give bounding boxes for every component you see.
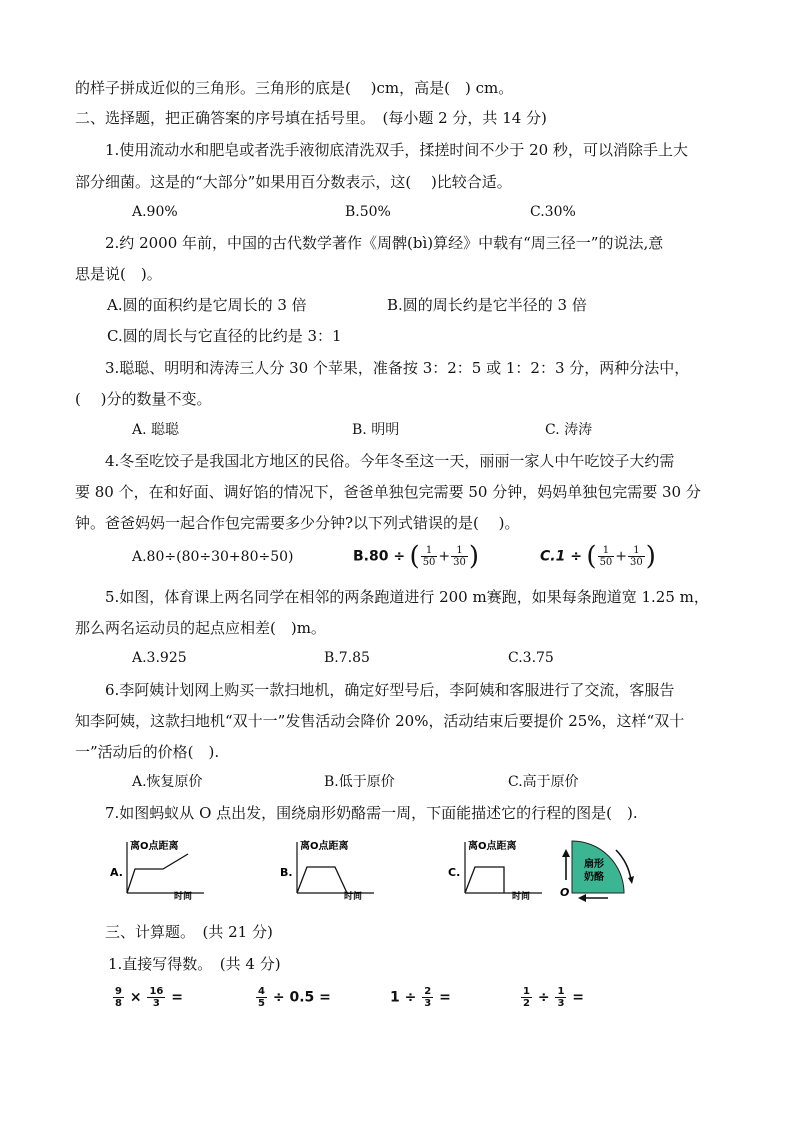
arc-arrowhead <box>628 876 634 884</box>
times-sign: × <box>129 989 142 1006</box>
fraction: $\frac{1}{30}$ <box>453 545 466 568</box>
q3-option-b[interactable]: B. 明明 <box>352 422 400 438</box>
q4-option-b-prefix: B.80 ÷ <box>353 548 406 565</box>
calc-expr-3 <box>390 986 451 1009</box>
fraction: $\frac{1}{50}$ <box>422 545 436 568</box>
q5-option-a[interactable]: A.3.925 <box>132 650 187 666</box>
section-2-header: 二、选择题，把正确答案的序号填在括号里。 (每小题 2 分，共 14 分) <box>75 109 547 127</box>
q1-option-c[interactable]: C.30% <box>530 204 576 220</box>
q2-option-a[interactable]: A.圆的面积约是它周长的 3 倍 <box>107 296 307 314</box>
equals-sign: = <box>439 989 451 1006</box>
q1-text-line1: 1.使用流动水和肥皂或者洗手液彻底清洗双手，揉搓时间不少于 20 秒，可以消除手上大 <box>105 141 688 159</box>
q4-text-line1: 4.冬至吃饺子是我国北方地区的民俗。今年冬至这一天，丽丽一家人中午吃饺子大约需 <box>105 452 675 470</box>
fraction: $\frac{1}{30}$ <box>630 545 643 568</box>
q4-option-c[interactable] <box>540 541 656 572</box>
fraction: $\frac{1}{2}$ <box>523 986 530 1009</box>
q4-text-line3: 钟。爸爸妈妈一起合作包完需要多少分钟?以下列式错误的是( )。 <box>75 514 520 532</box>
plus-sign: + <box>615 548 628 565</box>
q5-text-line1: 5.如图，体育课上两名同学在相邻的两条跑道进行 200 m赛跑，如果每条跑道宽 1.25 m， <box>105 588 709 606</box>
q7-graph-b[interactable] <box>278 836 378 900</box>
q7-text: 7.如图蚂蚁从 O 点出发，围绕扇形奶酪需一周，下面能描述它的行程的图是( ). <box>105 804 638 822</box>
fraction: $\frac{1}{3}$ <box>557 986 565 1009</box>
q4-option-b[interactable] <box>353 541 480 572</box>
q5-option-b[interactable]: B.7.85 <box>324 650 370 666</box>
divide-sign: ÷ <box>537 989 550 1006</box>
section-3-q1: 1.直接写得数。 (共 4 分) <box>108 955 281 973</box>
q1-option-b[interactable]: B.50% <box>345 204 391 220</box>
graph-option-label: C. <box>448 866 461 879</box>
up-arrowhead <box>562 849 570 857</box>
fill-blank-line: 的样子拼成近似的三角形。三角形的底是( )cm，高是( ) cm。 <box>75 79 514 97</box>
q4-option-a[interactable]: A.80÷(80÷30+80÷50) <box>132 549 294 565</box>
q6-option-c[interactable]: C.高于原价 <box>508 774 579 790</box>
q6-option-a[interactable]: A.恢复原价 <box>132 774 203 790</box>
right-paren: ) <box>468 541 480 572</box>
cheese-label-line2: 奶酪 <box>584 872 604 883</box>
q7-graph-a[interactable] <box>108 836 208 900</box>
q3-option-a[interactable]: A. 聪聪 <box>132 422 180 438</box>
calc-expr-1 <box>112 986 183 1009</box>
fraction: $\frac{1}{50}$ <box>599 545 613 568</box>
cheese-sector-figure <box>558 834 640 902</box>
x-axis-label: 时间 <box>344 892 363 900</box>
right-paren: ) <box>645 541 656 572</box>
q7-graph-c[interactable] <box>446 836 546 900</box>
cheese-label-line1: 扇形 <box>584 859 604 870</box>
fraction: $\frac{16}{3}$ <box>149 986 164 1009</box>
left-arrowhead <box>578 894 586 902</box>
fraction: $\frac{2}{3}$ <box>424 986 432 1009</box>
q4-option-c-prefix: C.1 ÷ <box>540 548 582 565</box>
q4-text-line2: 要 80 个，在和好面、调好馅的情况下，爸爸单独包完需要 50 分钟，妈妈单独包完需要 30 分 <box>75 483 701 501</box>
q6-text-line3: 一”活动后的价格( ). <box>75 743 220 761</box>
calc-expr-4 <box>520 986 584 1009</box>
expr-remainder: ÷ 0.5 = <box>272 989 331 1006</box>
equals-sign: = <box>171 989 183 1006</box>
fraction: $\frac{4}{5}$ <box>258 986 265 1009</box>
q3-option-c[interactable]: C. 涛涛 <box>545 422 593 438</box>
q6-text-line2: 知李阿姨，这款扫地机“双十一”发售活动会降价 20%，活动结束后要提价 25%，这样“双十 <box>75 712 685 730</box>
distance-curve <box>127 854 188 893</box>
q5-text-line2: 那么两名运动员的起点应相差( )m。 <box>75 619 326 637</box>
equals-sign: = <box>572 989 585 1006</box>
left-paren: ( <box>586 541 597 572</box>
origin-label: O <box>560 886 570 899</box>
graph-option-label: A. <box>110 866 123 879</box>
distance-curve <box>465 867 504 893</box>
q3-text-line2: ( )分的数量不变。 <box>75 390 212 408</box>
calc-expr-2 <box>255 986 331 1009</box>
y-axis-label: 离O点距离 <box>130 841 179 852</box>
x-axis-label: 时间 <box>174 892 193 900</box>
q3-text-line1: 3.聪聪、明明和涛涛三人分 30 个苹果，准备按 3：2：5 或 1：2：3 分，两种分法中， <box>105 359 690 377</box>
plus-sign: + <box>438 548 451 565</box>
section-3-header: 三、计算题。 (共 21 分) <box>105 923 273 941</box>
q6-text-line1: 6.李阿姨计划网上购买一款扫地机，确定好型号后，李阿姨和客服进行了交流，客服告 <box>105 681 675 699</box>
q5-option-c[interactable]: C.3.75 <box>508 650 554 666</box>
q1-text-line2: 部分细菌。这是的“大部分”如果用百分数表示，这( )比较合适。 <box>75 173 512 191</box>
y-axis-label: 离O点距离 <box>300 841 349 852</box>
q6-option-b[interactable]: B.低于原价 <box>324 774 395 790</box>
q2-option-c[interactable]: C.圆的周长与它直径的比约是 3：1 <box>107 327 342 345</box>
x-axis-label: 时间 <box>512 892 531 900</box>
distance-curve <box>297 867 347 893</box>
q2-option-b[interactable]: B.圆的周长约是它半径的 3 倍 <box>387 296 587 314</box>
graph-option-label: B. <box>280 866 293 879</box>
q2-text-line1: 2.约 2000 年前，中国的古代数学著作《周髀(bì)算经》中载有“周三径一”的说法,意 <box>105 234 664 252</box>
fraction: $\frac{9}{8}$ <box>115 986 122 1009</box>
left-paren: ( <box>409 541 420 572</box>
q1-option-a[interactable]: A.90% <box>132 204 178 220</box>
expr-prefix: 1 ÷ <box>390 989 417 1006</box>
q2-text-line2: 思是说( )。 <box>75 265 162 283</box>
y-axis-label: 离O点距离 <box>468 841 517 852</box>
